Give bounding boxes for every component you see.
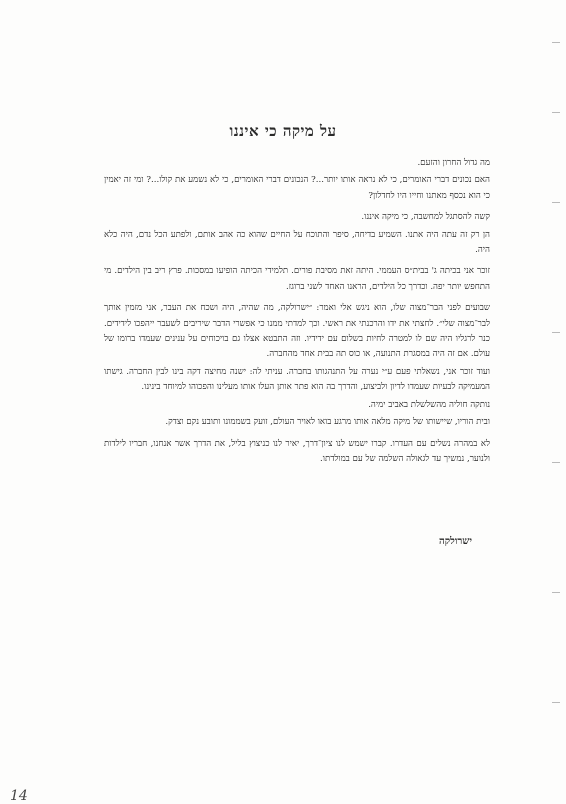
page-title: על מיקה כי איננו [229, 122, 337, 140]
scan-edge-mark [552, 592, 560, 593]
paragraph: זוכר אני בכיתה ג' בבית״ס העממי. היתה זאת מסיבת פורים. תלמידי הכיתה הופיעו במסכות. פרץ ריב בין הילדים. מי התחפש יותר יפה. וכדרך כל הילדים, הראנו האחד לשני ברוגז. [104, 266, 490, 292]
scan-edge-mark [552, 332, 560, 333]
paragraph: האם נכונים דברי האומרים, כי לא נראה אותו יותר...? הנכונים דברי האומרים, כי לא נשמע את קולו...? ומי זה יאמין כי הוא נכסף מאתנו וחייו היו לחדלון? [104, 175, 490, 201]
paragraph: לא במהרה נשלים עם העדרו. קברו ישמש לנו ציון־דרך, יאיר לנו כניצוץ בליל, את הדרך אשר אנחנו, חבריו לילדות ולנוער, נמשיך עד לגאולה השלמה של עם במולדתו. [104, 438, 490, 464]
paragraph: ובית הוריו, שיישותו של מיקה מלאה אותו מרגע בואו לאויר העולם, זועק בשממונו ותובע נקם וצדק. [165, 417, 490, 428]
article-body [104, 156, 490, 469]
paragraph: שבועים לפני הבר־מצוה שלו, הוא ניגש אלי ואמר: ״ישרולקה, מה שהיה, היה ושכח את העבר, אני מזמין אותך לבר־מצוה שלי״. לחצתי את ידו והרכנתי את ראשי. וכך למדתי ממנו כי אפשרי הדבר שיריבים לשעבר ייהפכו לידידים. כנר לרגליו היה שם לו למטרה לחיות בשלום עם ידידיו. וזה התבטא אצלו גם בויכוחים על ענינים שעמדו ברומו של עולם. אם זה היה במסגרת התנועה, או כוס תה בבית אחד מהחברה. [104, 303, 490, 360]
paragraph: ועוד זוכר אני, נשאלתי פעם ע״י נערה על התנהגותו בחברה. עניתי לה: ישנה מחיצה דקה בינו לבין החברה. גישתו המעמיקה לבעיות שעמדו לדיון ולביצוע, והדרך בה הוא פתר אותן העלו אותו מעלינו והפכוהו למיוחד בינינו. [104, 366, 490, 393]
signature: ישרולקה [439, 536, 472, 547]
scan-edge-mark [552, 202, 560, 203]
paragraph: נותקה חוליה מהשלשלת באביב ימיה. [368, 399, 490, 410]
page-number: 14 [10, 788, 28, 804]
paragraph: מה גדול החרון והזעם. [417, 158, 490, 168]
scan-edge-mark [552, 702, 560, 703]
paragraph: קשה להסתגל למחשבה, כי מיקה איננו. [361, 212, 490, 223]
scan-edge-mark [552, 112, 560, 113]
scan-edge-mark [552, 462, 560, 463]
scan-edge-mark [552, 42, 560, 43]
paragraph: הן רק זה עתה היה אתנו. השמיע בדיחה, סיפר והתוכח על החיים שהוא כה אהב אותם, ולפתע הכל נדם, היה כלא היה. [104, 229, 490, 256]
